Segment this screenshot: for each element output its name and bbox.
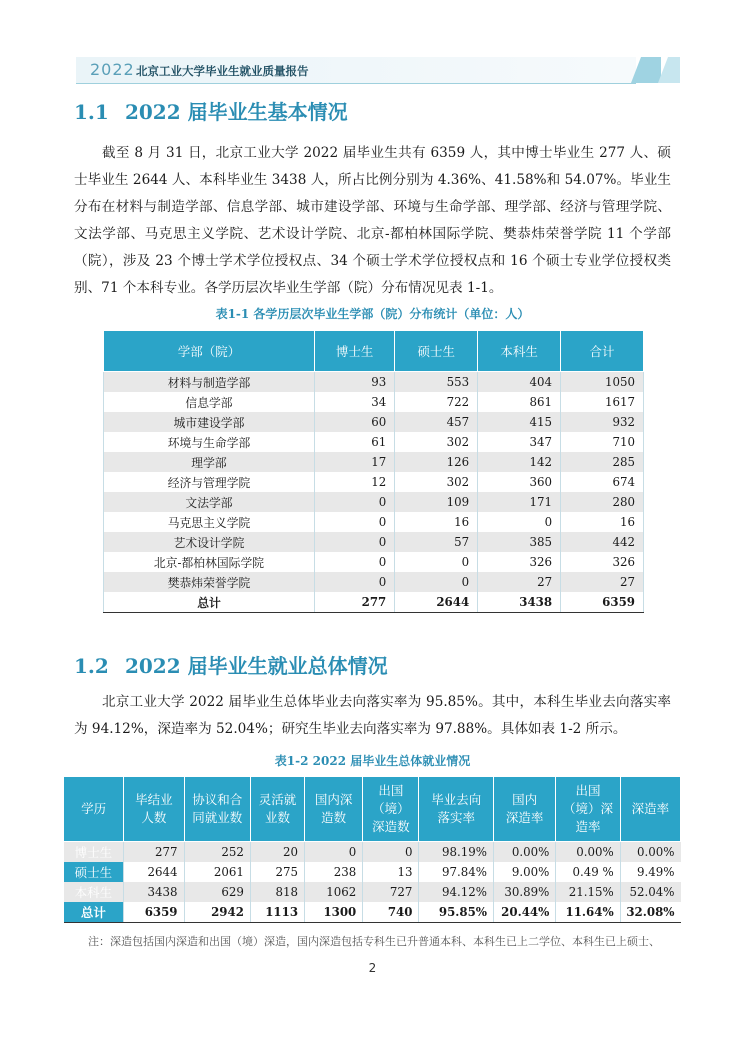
column-header-line: 造率 (575, 819, 601, 834)
column-header (556, 777, 620, 842)
section-number: 1.1 (74, 100, 109, 124)
table-cell: 326 (561, 552, 644, 572)
paragraph-text: 北京工业大学 2022 届毕业生总体毕业去向落实率为 95.85%。其中，本科生毕业去向落实率为 94.12%，深造率为 52.04%；研究生毕业去向落实率为 97.88%。具体如表 1-2 所示。 (74, 694, 671, 737)
table-cell: 61 (315, 432, 395, 452)
column-header-line: 同就业数 (192, 810, 243, 825)
paragraph-text: 截至 8 月 31 日，北京工业大学 2022 届毕业生共有 6359 人，其中博士毕业生 277 人、硕士毕业生 2644 人、本科毕业生 3438 人，所占比例分别为 4.36%、41.58%和 54.07%。毕业生分布在材料与制造学部、信息学部、城市建设学部、环境与生命学部、理学部、经济与管理学院、文法学部、马克思主义学院、艺术设计学院、北京-都柏林国际学院、樊恭炜荣誉学院 11 个学部（院），涉及 23 个博士学术学位授权点、34 个硕士学术学位授权点和 16 个硕士专业学位授权类别、71 个本科专业。各学历层次毕业生学部（院）分布情况见表 1-1。 (74, 145, 671, 296)
table-cell: 126 (395, 452, 478, 472)
column-header: 本科生 (478, 331, 561, 372)
table-cell: 277 (124, 842, 184, 863)
table1-caption: 表1-1 各学历层次毕业生学部（院）分布统计（单位：人） (215, 307, 530, 321)
table-cell: 360 (478, 472, 561, 492)
table-cell: 60 (315, 412, 395, 432)
column-header-line: 国内 (512, 792, 538, 807)
section-heading-2 (74, 650, 388, 679)
table-cell: 0 (363, 842, 419, 863)
table-cell: 0 (395, 572, 478, 592)
table1 (103, 330, 644, 613)
table-cell: 385 (478, 532, 561, 552)
table-row (104, 492, 644, 512)
row-label-cell: 总计 (64, 902, 124, 923)
row-label-cell: 材料与制造学部 (104, 372, 315, 393)
table-cell: 52.04% (620, 882, 680, 902)
table-cell: 32.08% (620, 902, 680, 923)
table-cell: 285 (561, 452, 644, 472)
column-header (124, 777, 184, 842)
column-header (64, 777, 124, 842)
table-cell: 6359 (561, 592, 644, 613)
table-header-row (104, 331, 644, 372)
table-cell: 1617 (561, 392, 644, 412)
table-cell: 3438 (124, 882, 184, 902)
column-header: 硕士生 (395, 331, 478, 372)
table-cell: 0.00% (494, 842, 556, 863)
column-header-line: （境）深 (562, 801, 613, 816)
section-title: 2022 届毕业生基本情况 (124, 100, 348, 124)
table-cell: 861 (478, 392, 561, 412)
table-header-row (64, 777, 681, 842)
row-label-cell: 总计 (104, 592, 315, 613)
table-row (64, 882, 681, 902)
table-cell: 27 (561, 572, 644, 592)
column-header-line: 深造数 (372, 819, 410, 834)
table-cell: 0.00% (556, 842, 620, 863)
column-header (494, 777, 556, 842)
section-title: 2022 届毕业生就业总体情况 (124, 654, 388, 678)
column-header-line: 造数 (321, 810, 347, 825)
table-cell: 6359 (124, 902, 184, 923)
table-cell: 1113 (250, 902, 304, 923)
row-label-cell: 硕士生 (64, 862, 124, 882)
column-header-line: 深造率 (505, 810, 544, 825)
header-year: 2022 (90, 60, 135, 79)
table-cell: 0 (395, 552, 478, 572)
table-cell: 302 (395, 472, 478, 492)
column-header-line: 人数 (141, 810, 167, 825)
column-header-line: 毕结业 (135, 792, 173, 807)
table-cell: 727 (363, 882, 419, 902)
table-total-row (64, 902, 681, 923)
column-header-line: 国内深 (314, 792, 353, 807)
column-header (184, 777, 250, 842)
table-cell: 302 (395, 432, 478, 452)
table-cell: 142 (478, 452, 561, 472)
table-cell: 98.19% (419, 842, 494, 863)
header-title: 北京工业大学毕业生就业质量报告 (136, 64, 309, 78)
column-header-line: 业数 (264, 810, 290, 825)
table-cell: 2942 (184, 902, 250, 923)
table-cell: 13 (363, 862, 419, 882)
table-cell: 553 (395, 372, 478, 393)
table-cell: 238 (305, 862, 363, 882)
table-cell: 57 (395, 532, 478, 552)
row-label-cell: 北京-都柏林国际学院 (104, 552, 315, 572)
table-cell: 93 (315, 372, 395, 393)
table-cell: 97.84% (419, 862, 494, 882)
table-cell: 710 (561, 432, 644, 452)
table-row (104, 452, 644, 472)
column-header-line: 出国 (575, 783, 601, 798)
table-cell: 21.15% (556, 882, 620, 902)
column-header (419, 777, 494, 842)
column-header: 合计 (561, 331, 644, 372)
table-cell: 1062 (305, 882, 363, 902)
table-cell: 0.49 % (556, 862, 620, 882)
table-cell: 17 (315, 452, 395, 472)
table-cell: 95.85% (419, 902, 494, 923)
table-cell: 0 (315, 572, 395, 592)
column-header (305, 777, 363, 842)
table2-caption: 表1-2 2022 届毕业生总体就业情况 (274, 754, 471, 768)
table-cell: 1050 (561, 372, 644, 393)
table-row (104, 432, 644, 452)
row-label-cell: 本科生 (64, 882, 124, 902)
row-label-cell: 博士生 (64, 842, 124, 863)
footnote: 注：深造包括国内深造和出国（境）深造，国内深造包括专科生已升普通本科、本科生已上二学位、本科生已上硕士、 (88, 935, 660, 948)
header-decoration (658, 57, 680, 83)
page-header (76, 57, 681, 83)
table-row (104, 572, 644, 592)
table-cell: 9.00% (494, 862, 556, 882)
section-heading-1 (74, 96, 348, 125)
page-number: 2 (368, 961, 377, 975)
column-header-line: 出国 (378, 783, 404, 798)
column-header (620, 777, 680, 842)
table-cell: 252 (184, 842, 250, 863)
table-cell: 30.89% (494, 882, 556, 902)
table-cell: 2644 (395, 592, 478, 613)
table-cell: 9.49% (620, 862, 680, 882)
table-cell: 275 (250, 862, 304, 882)
table-cell: 277 (315, 592, 395, 613)
table-cell: 11.64% (556, 902, 620, 923)
table-row (64, 862, 681, 882)
column-header-line: 落实率 (437, 810, 475, 825)
row-label-cell: 环境与生命学部 (104, 432, 315, 452)
table-row (104, 532, 644, 552)
column-header-line: 毕业去向 (431, 792, 482, 807)
column-header: 学部（院） (104, 331, 315, 372)
table-cell: 34 (315, 392, 395, 412)
table-cell: 457 (395, 412, 478, 432)
table-cell: 932 (561, 412, 644, 432)
table-cell: 0 (315, 512, 395, 532)
table-row (104, 552, 644, 572)
table-cell: 20.44% (494, 902, 556, 923)
table-row (104, 412, 644, 432)
column-header-line: 协议和合 (192, 792, 243, 807)
table-cell: 20 (250, 842, 304, 863)
section2-paragraph (74, 689, 671, 743)
row-label-cell: 艺术设计学院 (104, 532, 315, 552)
table-cell: 27 (478, 572, 561, 592)
row-label-cell: 经济与管理学院 (104, 472, 315, 492)
table-cell: 2061 (184, 862, 250, 882)
column-header-line: （境） (372, 801, 410, 816)
table-row (104, 512, 644, 532)
table-total-row (104, 592, 644, 613)
row-label-cell: 马克思主义学院 (104, 512, 315, 532)
row-label-cell: 樊恭炜荣誉学院 (104, 572, 315, 592)
table-cell: 109 (395, 492, 478, 512)
table-cell: 722 (395, 392, 478, 412)
table-cell: 326 (478, 552, 561, 572)
table-cell: 818 (250, 882, 304, 902)
header-decoration (631, 57, 661, 83)
column-header: 博士生 (315, 331, 395, 372)
table-cell: 3438 (478, 592, 561, 613)
table-cell: 94.12% (419, 882, 494, 902)
column-header-line: 学历 (81, 801, 107, 816)
table-row (104, 392, 644, 412)
table-cell: 347 (478, 432, 561, 452)
table-row (104, 472, 644, 492)
table-cell: 16 (395, 512, 478, 532)
column-header-line: 灵活就 (258, 792, 297, 807)
row-label-cell: 信息学部 (104, 392, 315, 412)
table-cell: 12 (315, 472, 395, 492)
table-cell: 404 (478, 372, 561, 393)
table-row (64, 842, 681, 863)
table2 (63, 776, 681, 923)
table-cell: 0 (305, 842, 363, 863)
section-number: 1.2 (74, 654, 109, 678)
table-cell: 740 (363, 902, 419, 923)
table-cell: 674 (561, 472, 644, 492)
column-header (250, 777, 304, 842)
table-cell: 1300 (305, 902, 363, 923)
column-header (363, 777, 419, 842)
table-cell: 629 (184, 882, 250, 902)
table-cell: 280 (561, 492, 644, 512)
table-cell: 442 (561, 532, 644, 552)
table-cell: 0.00% (620, 842, 680, 863)
row-label-cell: 理学部 (104, 452, 315, 472)
row-label-cell: 文法学部 (104, 492, 315, 512)
table-cell: 16 (561, 512, 644, 532)
table-cell: 0 (315, 532, 395, 552)
table-cell: 0 (315, 552, 395, 572)
table-cell: 2644 (124, 862, 184, 882)
table-cell: 0 (315, 492, 395, 512)
table-cell: 0 (478, 512, 561, 532)
table-cell: 171 (478, 492, 561, 512)
table-cell: 415 (478, 412, 561, 432)
column-header-line: 深造率 (631, 801, 670, 816)
row-label-cell: 城市建设学部 (104, 412, 315, 432)
section1-paragraph (74, 140, 671, 302)
table-row (104, 372, 644, 393)
